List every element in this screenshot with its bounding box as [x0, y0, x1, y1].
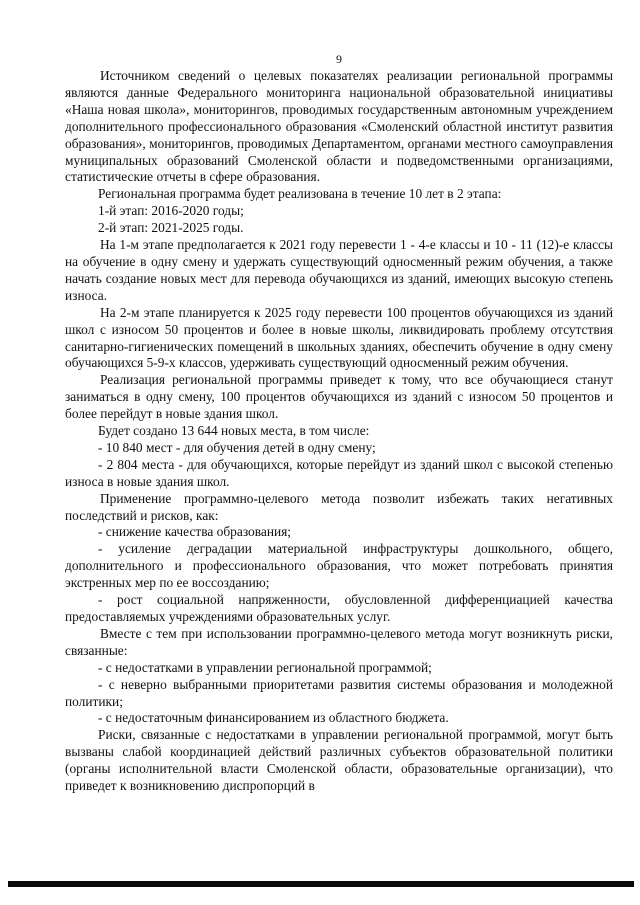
paragraph-new-places: Будет создано 13 644 новых места, в том числе: — [98, 423, 370, 439]
list-item-new-buildings: - 2 804 места - для обучающихся, которые перейдут из зданий школ с высокой степенью износа в новые здания школ. — [65, 456, 613, 489]
paragraph-stage-2-plan: На 2-м этапе планируется к 2025 году перевести 100 процентов обучающихся из зданий школ с износом 50 процентов и более в новые школы, ликвидировать проблему отсутствия санитарно-гигиенических помещений в школьных зданиях, обеспечить обучение в одну смену обучающихся 5-9-х классов, удерживать существующий односменный режим обучения. — [65, 304, 613, 371]
body-text — [65, 68, 613, 795]
list-item-priorities-risk: - с неверно выбранными приоритетами развития системы образования и молодежной политики; — [65, 676, 613, 709]
paragraph-management-risks: Риски, связанные с недостатками в управлении региональной программой, могут быть вызваны слабой координацией действий различных субъектов образовательной политики (органы исполнительной власти Смоленской области, образовательные организации), что приведет к возникновению диспропорций в — [65, 727, 613, 794]
list-item-social-tension: - рост социальной напряженности, обусловленной дифференциацией качества предоставляемых учреждениями образовательных услуг. — [65, 592, 613, 624]
list-item-management-risk: - с недостатками в управлении региональной программой; — [98, 659, 432, 675]
page-number: 9 — [336, 52, 342, 66]
paragraph-data-sources: Источником сведений о целевых показателях реализации региональной программы являются данные Федерального мониторинга национальной образовательной инициативы «Наша новая школа», мониторингов, проводимых государственным автономным учреждением дополнительного профессионального образования «Смоленский областной институт развития образования», мониторингов, проводимых Департаментом, органами местного самоуправления муниципальных образований Смоленской области и подведомственными организациями, статистические отчеты в сфере образования. — [65, 68, 613, 185]
paragraph-stage-1: 1-й этап: 2016-2020 годы; — [98, 203, 244, 219]
paragraph-stage-1-plan: На 1-м этапе предполагается к 2021 году перевести 1 - 4-е классы и 10 - 11 (12)-е классы на обучение в одну смену и удержать существующий односменный режим обучения, а также начать создание новых мест для перевода обучающихся из зданий, имеющих высокую степень износа. — [65, 237, 613, 303]
paragraph-program-stages: Региональная программа будет реализована в течение 10 лет в 2 этапа: — [98, 186, 502, 202]
list-item-one-shift: - 10 840 мест - для обучения детей в одну смену; — [98, 439, 376, 455]
paragraph-program-result: Реализация региональной программы приведет к тому, что все обучающиеся станут заниматься в одну смену, 100 процентов обучающихся из зданий с износом 50 процентов и более перейдут в новые здания школ. — [65, 372, 613, 422]
paragraph-stage-2: 2-й этап: 2021-2025 годы. — [98, 220, 244, 236]
page-bottom-rule — [8, 881, 634, 887]
paragraph-risks-intro: Вместе с тем при использовании программно-целевого метода могут возникнуть риски, связанные: — [65, 625, 613, 658]
list-item-funding-risk: - с недостаточным финансированием из областного бюджета. — [98, 710, 449, 726]
list-item-quality-decline: - снижение качества образования; — [98, 524, 292, 540]
paragraph-program-method: Применение программно-целевого метода позволит избежать таких негативных последствий и рисков, как: — [65, 490, 613, 523]
list-item-infrastructure: - усиление деградации материальной инфраструктуры дошкольного, общего, дополнительного и профессионального образования, что может потребовать принятия экстренных мер по ее воссозданию; — [65, 541, 613, 591]
